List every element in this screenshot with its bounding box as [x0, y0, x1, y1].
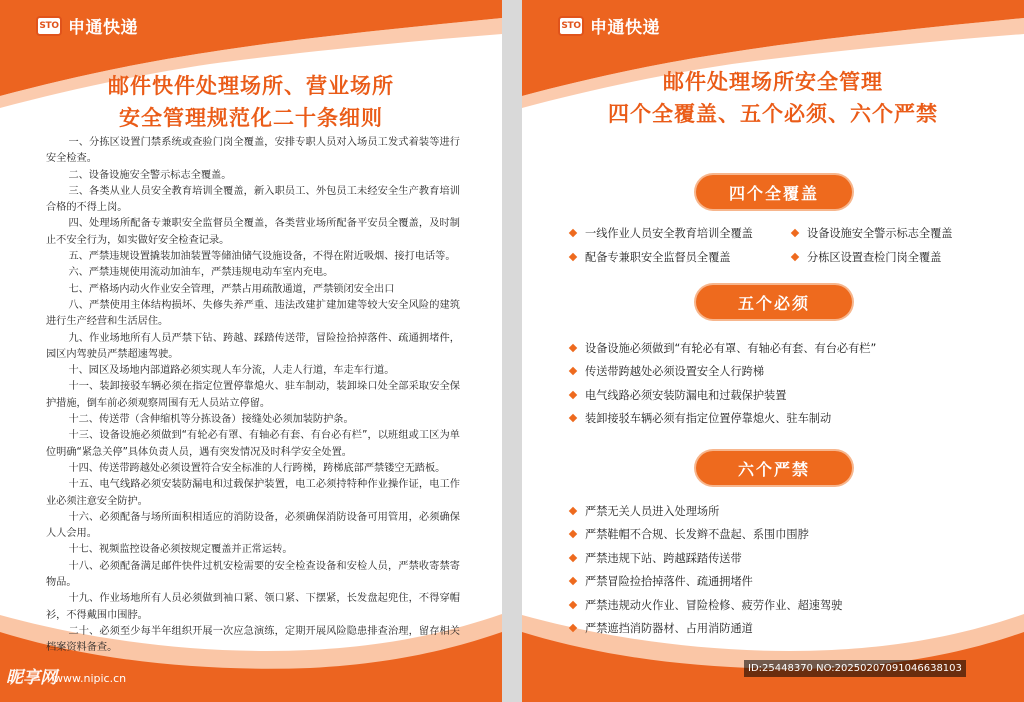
- coverage-items: [568, 221, 1012, 269]
- list-item-text: 严禁鞋帽不合规、长发辫不盘起、系围巾围脖: [585, 528, 809, 542]
- diamond-bullet-icon: [791, 229, 799, 237]
- list-item: [790, 245, 1012, 269]
- list-item-text: 设备设施必须做到“有轮必有罩、有轴必有套、有台必有栏”: [585, 341, 877, 355]
- rule-item: 十一、装卸接驳车辆必须在指定位置停靠熄火、驻车制动，装卸垛口处全部采取安全保护措施，倒车前必须观察周围有无人员站立停留。: [46, 381, 460, 409]
- brand-name: 申通快递: [590, 18, 660, 38]
- watermark-url: www.nipic.cn: [54, 672, 127, 685]
- list-item-text: 严禁冒险捡拾掉落件、疏通拥堵件: [585, 575, 753, 589]
- watermark-brand: 昵享网: [6, 668, 57, 688]
- list-item-text: 严禁遮挡消防器材、占用消防通道: [585, 622, 753, 636]
- rule-item: 六、严禁违规使用流动加油车，严禁违规电动车室内充电。: [68, 267, 334, 279]
- list-item-text: 装卸接驳车辆必须有指定位置停靠熄火、驻车制动: [585, 412, 832, 426]
- diamond-bullet-icon: [569, 253, 577, 261]
- list-item: [568, 336, 988, 360]
- sto-logo-icon: STO: [558, 16, 584, 36]
- section-heading-musts: 五个必须: [696, 285, 852, 319]
- rule-item: 二十、必须至少每半年组织开展一次应急演练，定期开展风险隐患排查治理，留存相关档案资料备查。: [46, 625, 460, 654]
- prohibitions-items: [568, 499, 988, 640]
- brand-logo: [36, 13, 138, 38]
- list-item: [568, 499, 988, 523]
- rule-item: 十五、电气线路必须安装防漏电和过载保护装置，电工必须持特种作业操作证，电工作业必须注意安全防护。: [46, 479, 460, 507]
- brand-logo: [558, 13, 660, 38]
- list-item-text: 配备专兼职安全监督员全覆盖: [585, 251, 731, 264]
- list-item: [568, 523, 988, 547]
- rule-item: 四、处理场所配备专兼职安全监督员全覆盖，各类营业场所配备平安员全覆盖，及时制止不安全行为，如实做好安全检查记录。: [46, 218, 460, 246]
- rule-item: 一、分拣区设置门禁系统或查验门岗全覆盖，安排专职人员对入场员工发式着装等进行安全检查。: [46, 137, 460, 165]
- right-poster: [522, 0, 1024, 702]
- rule-item: 十六、必须配备与场所面积相适应的消防设备，必须确保消防设备可用管用，必须确保人人会用。: [46, 511, 460, 540]
- list-item-text: 电气线路必须安装防漏电和过载保护装置: [585, 388, 787, 402]
- section-heading-coverage: 四个全覆盖: [696, 175, 852, 209]
- list-item: [568, 617, 988, 641]
- diamond-bullet-icon: [569, 391, 577, 399]
- rule-item: 十三、设备设施必须做到“有轮必有罩、有轴必有套、有台必有栏”，以班组或工区为单位明确“紧急关停”具体负责人员，遇有突发情况及时科学安全处置。: [46, 430, 460, 458]
- sto-logo-icon: STO: [36, 16, 62, 36]
- section-heading-prohibitions: 六个严禁: [696, 451, 852, 485]
- list-item: [568, 360, 988, 384]
- brand-name: 申通快递: [68, 18, 138, 38]
- rule-item: 十七、视频监控设备必须按规定覆盖并正常运转。: [68, 544, 293, 556]
- diamond-bullet-icon: [569, 344, 577, 352]
- rule-item: 十二、传送带（含伸缩机等分拣设备）接缝处必须加装防护条。: [68, 414, 354, 426]
- list-item: [568, 221, 790, 245]
- rule-item: 八、严禁使用主体结构损坏、失修失养严重、违法改建扩建加建等较大安全风险的建筑进行生产经营和生活居住。: [46, 299, 460, 328]
- list-item-text: 一线作业人员安全教育培训全覆盖: [585, 227, 753, 240]
- right-title-line-1: 邮件处理场所安全管理: [663, 70, 883, 94]
- diamond-bullet-icon: [569, 554, 577, 562]
- diamond-bullet-icon: [569, 577, 577, 585]
- list-item: [568, 546, 988, 570]
- rule-item: 九、作业场地所有人员严禁下钻、跨越、踩踏传送带，冒险捡拾掉落件、疏通拥堵件，园区内驾驶员严禁超速驾驶。: [46, 332, 460, 360]
- list-item-text: 分栋区设置查检门岗全覆盖: [807, 251, 942, 264]
- rule-item: 五、严禁违规设置撬装加油装置等储油储气设施设备，不得在附近吸烟、接打电话等。: [68, 251, 456, 263]
- diamond-bullet-icon: [791, 253, 799, 261]
- diamond-bullet-icon: [569, 530, 577, 538]
- left-title: [0, 70, 502, 134]
- list-item-text: 严禁违规下站、跨越踩踏传送带: [585, 551, 742, 565]
- rule-item: 十八、必须配备满足邮件快件过机安检需要的安全检查设备和安检人员，严禁收寄禁寄物品。: [46, 560, 460, 589]
- watermark-id: ID:25448370 NO:20250207091046638103: [744, 660, 966, 677]
- right-title-line-2: 四个全覆盖、五个必须、六个严禁: [608, 102, 938, 126]
- rule-item: 七、严格场内动火作业安全管理，严禁占用疏散通道，严禁锁闭安全出口: [68, 283, 395, 295]
- left-title-line-1: 邮件快件处理场所、营业场所: [108, 74, 394, 98]
- left-title-line-2: 安全管理规范化二十条细则: [119, 106, 383, 130]
- list-item-text: 设备设施安全警示标志全覆盖: [807, 227, 953, 240]
- diamond-bullet-icon: [569, 601, 577, 609]
- list-item: [568, 245, 790, 269]
- list-item: [790, 221, 1012, 245]
- list-item: [568, 570, 988, 594]
- diamond-bullet-icon: [569, 367, 577, 375]
- diamond-bullet-icon: [569, 624, 577, 632]
- list-item: [568, 407, 988, 431]
- right-title: [522, 66, 1024, 130]
- left-poster: [0, 0, 502, 702]
- list-item: [568, 383, 988, 407]
- rules-list: [46, 135, 460, 657]
- list-item-text: 传送带跨越处必须设置安全人行跨梯: [585, 365, 765, 379]
- list-item: [568, 593, 988, 617]
- list-item-text: 严禁违规动火作业、冒险检修、疲劳作业、超速驾驶: [585, 598, 843, 612]
- rule-item: 三、各类从业人员安全教育培训全覆盖，新入职员工、外包员工未经安全生产教育培训合格的不得上岗。: [46, 185, 460, 214]
- rule-item: 十四、传送带跨越处必须设置符合安全标准的人行跨梯，跨梯底部严禁镂空无踏板。: [68, 462, 446, 474]
- rule-item: 十、园区及场地内部道路必须实现人车分流，人走人行道，车走车行道。: [68, 365, 395, 377]
- diamond-bullet-icon: [569, 507, 577, 515]
- rule-item: 十九、作业场地所有人员必须做到袖口紧、领口紧、下摆紧，长发盘起兜住，不得穿帽衫，不得戴围巾围脖。: [46, 593, 460, 621]
- diamond-bullet-icon: [569, 414, 577, 422]
- rule-item: 二、设备设施安全警示标志全覆盖。: [68, 169, 232, 181]
- diamond-bullet-icon: [569, 229, 577, 237]
- musts-items: [568, 336, 988, 430]
- list-item-text: 严禁无关人员进入处理场所: [585, 504, 720, 518]
